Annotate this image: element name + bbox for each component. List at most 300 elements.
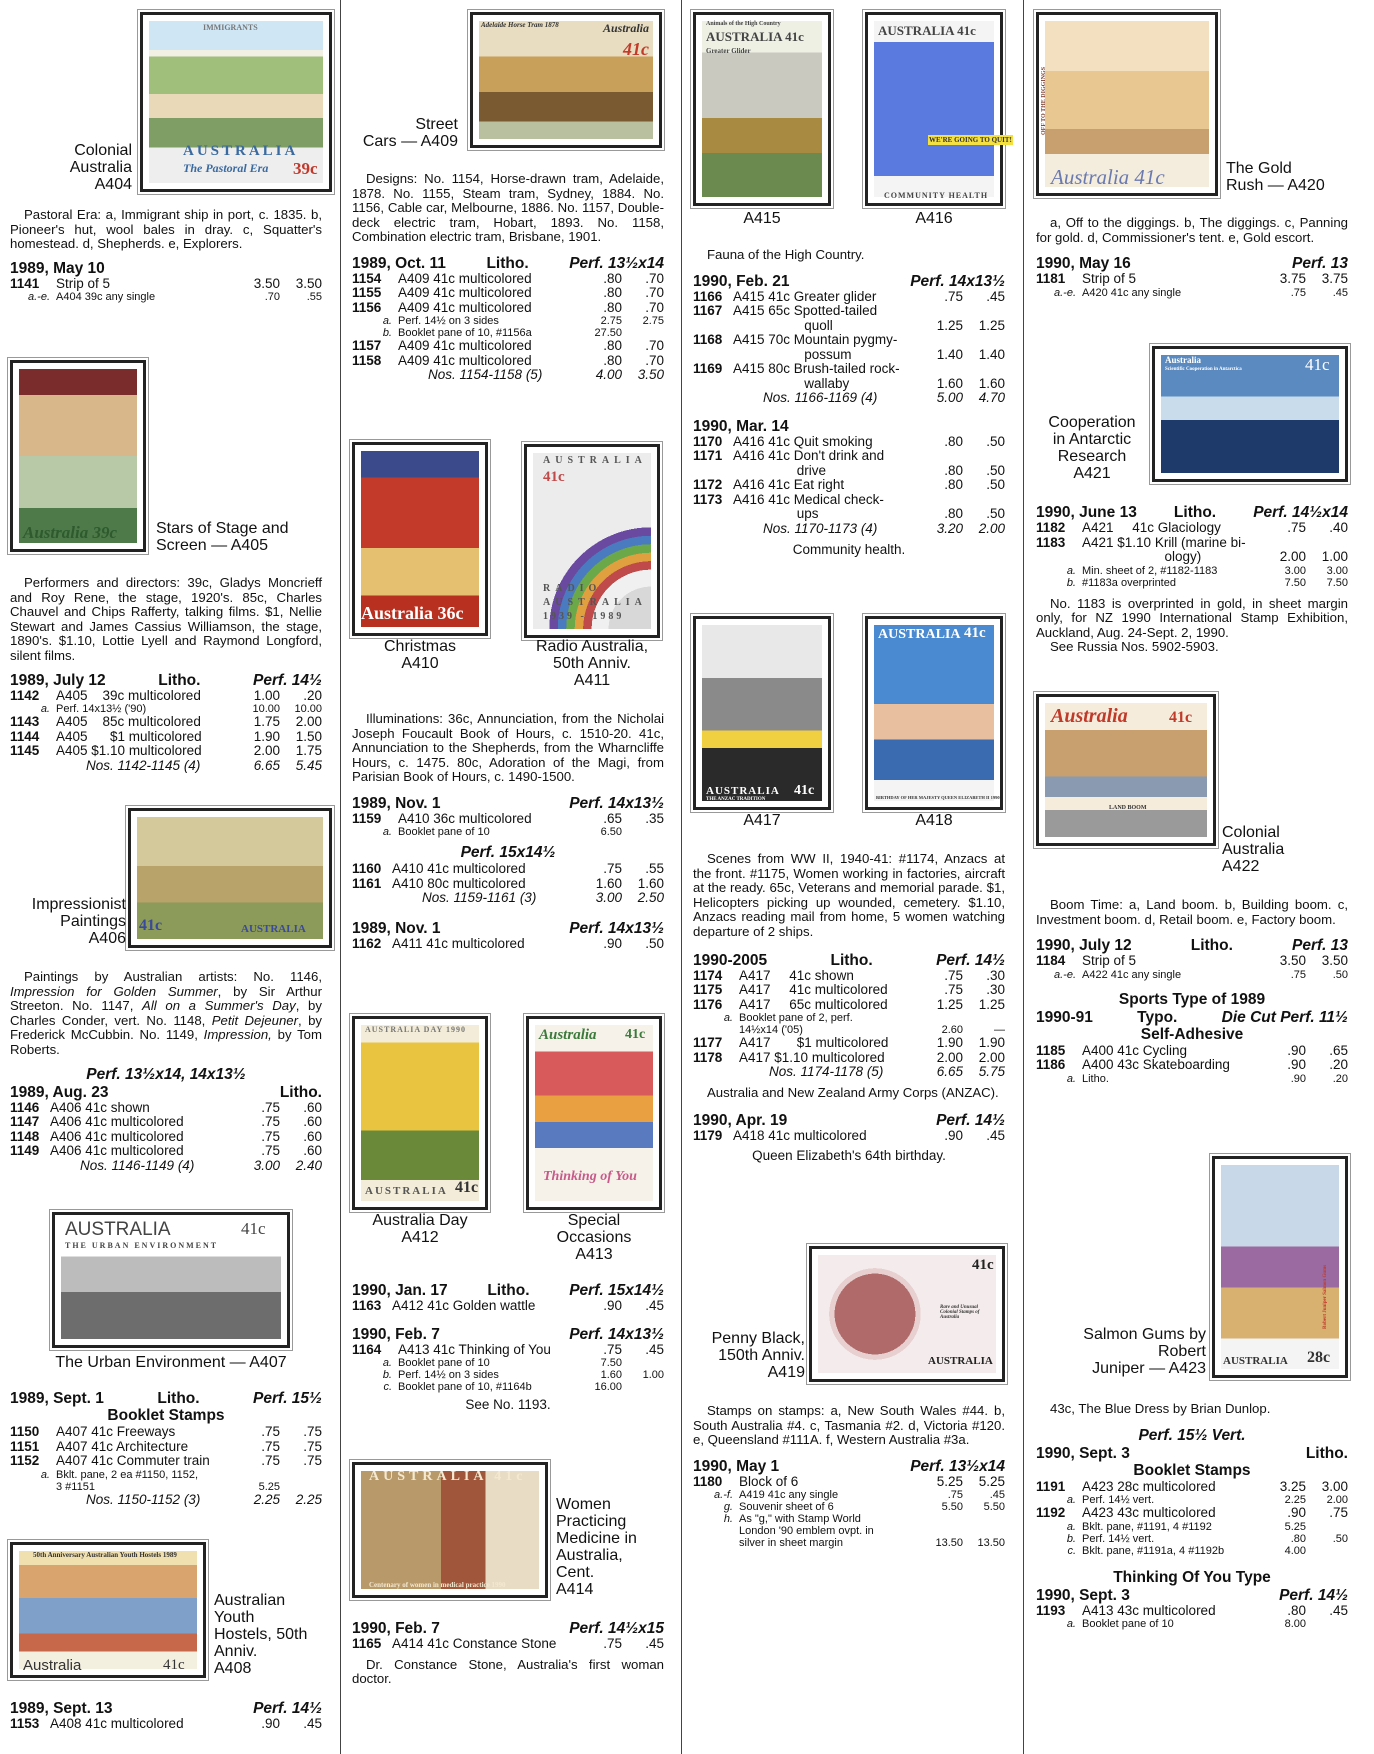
catalog-row [10,1425,322,1440]
catalog-cell-n: 1176 [693,996,723,1012]
catalog-cell-b: 2.50 [637,890,664,906]
catalog-cell-b: 2.00 [978,520,1005,536]
catalog-cell-n: b. [382,1369,392,1381]
catalog-cell-d: Strip of 5 [1082,271,1137,287]
catalog-row [10,1101,322,1116]
catalog-cell-b: 1.25 [978,317,1005,333]
catalog-cell-n [693,348,733,363]
catalog-row [1036,954,1348,969]
catalog-cell-d: A417 41c multicolored [739,982,888,998]
catalog-cell-b: 2.00 [978,1049,1005,1065]
catalog-cell-d: A410 41c multicolored [392,861,526,877]
block-1163: 1990, Jan. 17 Litho. Perf. 15x14½ 1163 A412 41c Golden wattle .90 .45 1990, Feb. 7 Perf. 14x13½ 1164 A413 41c Thinking of You .75 .45 a. Booklet pane of 10 7.50 b. Perf. 14½ on 3 sides 1.60 1.00 c. Booklet pane of 10, #1164b 16.00 See No. 1193. [352,1282,664,1412]
catalog-row [10,1159,322,1174]
catalog-row [1036,1604,1348,1619]
catalog-table [693,969,1005,1080]
catalog-cell-n: b. [382,327,392,340]
catalog-cell-a: 6.65 [253,757,280,773]
catalog-cell-b: 5.45 [295,757,322,773]
catalog-row [693,507,1005,522]
catalog-cell-a: .80 [944,477,963,493]
catalog-cell-b: 5.50 [983,1501,1005,1514]
catalog-cell-b: .75 [303,1453,322,1468]
catalog-cell-n: 1177 [693,1035,723,1051]
catalog-cell-d: A409 41c multicolored [398,299,532,315]
block-1154: Designs: No. 1154, Horse-drawn tram, Adelaide, 1878. No. 1155, Steam tram, Sydney, 1884. No. 1156, Cable car, Melbourne, 1886. No. 1157, Double-deck electric tram, Hobart, 1893. No. 1158, Combination electric tram, Brisbane, 1901. 1989, Oct. 11 Litho. Perf. 13½x14 1154 A409 41c multicolored .80 .70 1155 A409 41c multicolored .80 .70 1156 A409 41c multicolored .80 .70 a. Perf. 14½ on 3 sides 2.75 2.75 b. Booklet pane of 10, #1156a 27.50 1157 A409 41c multicolored .80 .70 1158 A409 41c multicolored .80 .70 Nos. 1154-1158 (5) 4.00 3.50 [352,171,664,383]
catalog-cell-a [923,493,963,508]
catalog-table [352,812,664,839]
catalog-cell-b: 1.00 [1321,549,1348,564]
catalog-cell-n: 1193 [1036,1602,1066,1618]
column-1 [10,0,348,1754]
catalog-cell-b: 3.00 [1321,1478,1348,1494]
catalog-cell-b: .45 [986,1128,1005,1144]
catalog-cell-b [280,1469,322,1481]
catalog-cell-n: a. [1066,564,1076,577]
catalog-cell-a: 1.75 [253,714,280,730]
catalog-cell-d: A422 41c any single [1082,968,1182,981]
catalog-cell-b [622,1357,664,1369]
catalog-cell-b: .45 [645,1298,664,1313]
catalog-cell-n: 1156 [352,299,382,315]
catalog-cell-d: A413 41c Thinking of You [398,1341,551,1357]
catalog-cell-d: Booklet pane of 10, #1156a [398,327,532,340]
catalog-cell-n: 1173 [693,491,723,507]
catalog-cell-b [963,1012,1005,1024]
catalog-cell-n: 1181 [1036,271,1066,287]
catalog-table [352,1343,664,1394]
catalog-table [352,862,664,906]
catalog-row [693,478,1005,493]
catalog-cell-n [10,1481,56,1493]
catalog-cell-d: A407 41c Architecture [56,1438,189,1454]
catalog-cell-d: Nos. 1146-1149 (4) [80,1157,195,1173]
catalog-cell-b: .55 [306,291,322,304]
catalog-cell-n: 1163 [352,1298,382,1313]
catalog-cell-d: Strip of 5 [56,275,111,291]
catalog-cell-b [963,493,1005,508]
caption-a404: Colonial Australia A404 [69,142,132,193]
catalog-row [1036,1058,1348,1073]
catalog-row [10,744,322,759]
catalog-row [352,862,664,877]
catalog-row [352,1299,664,1314]
catalog-row [352,272,664,287]
catalog-row [352,937,664,952]
catalog-row [693,1012,1005,1024]
catalog-table [1036,954,1348,981]
catalog-row [693,348,1005,363]
caption-a423: Salmon Gums by Robert Juniper — A423 [1083,1326,1206,1377]
catalog-cell-d: Nos. 1166-1169 (4) [763,390,878,406]
catalog-cell-a: .75 [944,288,963,304]
catalog-cell-d: ology) [1082,549,1202,564]
catalog-cell-a: .75 [603,861,622,877]
catalog-cell-n [693,1525,739,1537]
catalog-row [352,1343,664,1358]
stamp-a421: Australia Scientific Cooperation in Antarctica 41c [1152,346,1348,482]
catalog-cell-n: 1185 [1036,1042,1066,1058]
catalog-cell-b [1306,1545,1348,1557]
catalog-cell-d: A415 80c Brush-tailed rock- [733,361,900,377]
catalog-cell-a: .80 [1287,1602,1306,1618]
catalog-cell-b: 1.60 [637,875,664,891]
catalog-cell-b: 13.50 [977,1537,1005,1550]
catalog-row [352,301,664,316]
catalog-cell-a: 1.25 [936,996,963,1012]
catalog-cell-a: 5.00 [936,390,963,406]
catalog-cell-d: Perf. 14½ on 3 sides [398,315,499,328]
catalog-cell-b: 1.25 [978,996,1005,1012]
catalog-cell-d: A421 41c Glaciology [1082,520,1221,535]
catalog-cell-n [693,391,733,406]
catalog-cell-n [693,507,733,522]
catalog-cell-b: 10.00 [294,703,322,716]
catalog-cell-n: 1168 [693,332,723,348]
catalog-cell-d: A404 39c any single [56,291,156,304]
caption-a405: Stars of Stage and Screen — A405 [156,520,289,554]
catalog-cell-b [963,333,1005,348]
catalog-cell-b: .35 [645,810,664,826]
stamp-a413: Australia 41c Thinking of You [526,1016,662,1210]
catalog-cell-d: A411 41c multicolored [392,935,525,951]
catalog-row [10,1481,322,1493]
block-1181: a, Off to the diggings. b, The diggings. c, Panning for gold. d, Commissioner's tent. e, Gold escort. 1990, May 16 Perf. 13 1181 Strip of 5 3.75 3.75 a.-e. A420 41c any single .75 .45 [1036,215,1348,299]
catalog-cell-a: 5.25 [936,1473,963,1489]
catalog-cell-a: .75 [944,967,963,983]
catalog-cell-n: a. [1066,1494,1076,1507]
catalog-cell-a: .90 [1287,1042,1306,1058]
catalog-cell-n: a. [723,1012,733,1025]
catalog-cell-a: 16.00 [594,1381,622,1393]
catalog-cell-b [1306,1521,1348,1533]
catalog-cell-d: Booklet pane of 10 [398,1357,490,1369]
catalog-cell-b: .50 [986,433,1005,449]
catalog-cell-a: 3.00 [595,890,622,906]
catalog-cell-n: 1164 [352,1341,382,1357]
catalog-cell-n [10,1493,56,1508]
issue-header: 1989, May 10 [10,259,105,277]
catalog-row [693,391,1005,406]
caption-a409: Street Cars — A409 [362,116,458,150]
catalog-row [1036,521,1348,536]
catalog-cell-a: .90 [261,1716,280,1731]
catalog-table [1036,272,1348,299]
catalog-table [10,689,322,774]
catalog-row [693,333,1005,348]
catalog-cell-b: .70 [645,299,664,315]
catalog-row [352,812,664,827]
catalog-cell-b: .45 [645,1341,664,1357]
catalog-cell-a: .80 [1290,1532,1306,1545]
catalog-cell-a: 2.60 [941,1024,963,1037]
catalog-cell-d: A407 41c Freeways [56,1424,176,1439]
catalog-cell-d: drive [733,462,827,478]
catalog-row [693,435,1005,450]
catalog-row [1036,565,1348,577]
catalog-row [352,877,664,892]
catalog-cell-d: A405 $1.10 multicolored [56,743,202,759]
catalog-cell-b: 1.40 [978,346,1005,362]
catalog-cell-b [963,304,1005,319]
catalog-cell-n: 1175 [693,982,723,998]
catalog-cell-d: 14½x14 ('05) [739,1024,803,1037]
catalog-row [693,969,1005,984]
catalog-cell-n [352,368,398,383]
catalog-cell-a: 2.00 [253,743,280,759]
catalog-cell-a: 5.25 [1284,1520,1306,1533]
catalog-cell-b [622,826,664,838]
catalog-cell-d: A408 41c multicolored [50,1716,184,1731]
catalog-cell-b: 2.25 [295,1491,322,1507]
catalog-cell-n [693,377,733,392]
catalog-cell-d: Perf. 14½ vert. [1082,1494,1155,1507]
catalog-cell-a: 2.00 [1279,549,1306,564]
block-1150: 1989, Sept. 1 Litho. Perf. 15½ Booklet Stamps 1150 A407 41c Freeways .75 .75 1151 A407 41c Architecture .75 .75 1152 A407 41c Commuter train .75 .75 a. Bklt. pane, 2 ea #1150, 1152, 3 #1151 5.25 Nos. 1150-1152 (3) 2.25 2.25 [10,1390,322,1507]
catalog-cell-n: 1159 [352,810,382,826]
catalog-cell-d: A416 41c Quit smoking [733,433,873,449]
catalog-row [10,715,322,730]
catalog-cell-d: A415 70c Mountain pygmy- [733,332,898,348]
stamp-a410: Australia 36c [352,442,488,636]
catalog-cell-b [963,449,1005,464]
catalog-cell-b: .75 [303,1438,322,1454]
catalog-cell-n: 1147 [10,1114,40,1130]
catalog-row [10,689,322,704]
catalog-row [10,1717,322,1732]
catalog-row [352,1369,664,1381]
catalog-cell-n: a.-e. [1053,968,1076,981]
catalog-cell-a: 1.90 [936,1035,963,1051]
catalog-cell-b [622,1381,664,1393]
block-1146: Paintings by Australian artists: No. 1146, Impression for Golden Summer, by Sir Arthur Streeton. No. 1147, All on a Summer's Day, by Charles Conder, vert. No. 1148, Petit Dejeuner, by Frederick McCubbin. No. 1149, Impression, by Tom Roberts. Perf. 13½x14, 14x13½ 1989, Aug. 23 Litho. 1146 A406 41c shown .75 .60 1147 A406 41c multicolored .75 .60 1148 A406 41c multicolored .75 .60 1149 A406 41c multicolored .75 .60 Nos. 1146-1149 (4) 3.00 2.40 [10,969,323,1173]
catalog-cell-b [963,1513,1005,1525]
catalog-table [1036,1044,1348,1085]
catalog-cell-b: .45 [1329,1602,1348,1618]
catalog-cell-n: 1152 [10,1453,40,1468]
catalog-cell-b: .45 [989,1489,1005,1502]
catalog-cell-d: silver in sheet margin [739,1537,843,1550]
catalog-cell-n: 1170 [693,433,723,449]
catalog-cell-a: 8.00 [1284,1618,1306,1631]
catalog-cell-d: A421 $1.10 Krill (marine bi- [1082,534,1246,550]
catalog-row [693,449,1005,464]
catalog-row [10,1469,322,1481]
catalog-cell-a: 2.00 [936,1049,963,1065]
catalog-cell-b: 3.00 [1326,564,1348,577]
catalog-cell-n: c. [1067,1544,1076,1557]
catalog-cell-a: .75 [947,1489,963,1502]
catalog-cell-b: .60 [303,1128,322,1144]
catalog-cell-n: 1191 [1036,1478,1066,1494]
catalog-row [10,277,322,292]
catalog-cell-d: Nos. 1150-1152 (3) [86,1491,201,1507]
catalog-cell-a: .75 [261,1438,280,1454]
caption-a413: Special Occasions A413 [556,1212,632,1263]
catalog-cell-b [1306,536,1348,551]
catalog-row [10,1115,322,1130]
catalog-row [693,290,1005,305]
catalog-cell-b [1306,1618,1348,1630]
catalog-cell-b: .30 [986,967,1005,983]
catalog-cell-d: A400 41c Cycling [1082,1042,1188,1058]
catalog-cell-a: .80 [944,462,963,478]
catalog-table [352,937,664,952]
catalog-cell-n: 1142 [10,687,40,703]
catalog-row [352,1357,664,1369]
catalog-cell-d: A413 43c multicolored [1082,1602,1216,1618]
catalog-cell-a: .90 [1287,1057,1306,1073]
caption-a407: The Urban Environment — A407 [55,1354,287,1371]
catalog-cell-b: 2.00 [295,714,322,730]
catalog-row [693,522,1005,537]
catalog-cell-b: 2.00 [1326,1494,1348,1507]
caption-a411: Radio Australia, 50th Anniv. A411 [535,638,649,689]
catalog-cell-n [693,319,733,334]
catalog-table [1036,1604,1348,1631]
catalog-cell-d: A423 43c multicolored [1082,1505,1216,1521]
catalog-cell-d: Booklet pane of 10, #1164b [398,1381,532,1393]
catalog-cell-a: 2.25 [1284,1494,1306,1507]
catalog-row [10,730,322,745]
catalog-cell-a: .75 [603,1636,622,1651]
catalog-cell-a: .75 [1290,968,1306,981]
catalog-row [1036,1521,1348,1533]
catalog-cell-a [923,1513,963,1525]
caption-a419: Penny Black, 150th Anniv. A419 [711,1330,805,1381]
catalog-cell-a [923,333,963,348]
catalog-row [693,1537,1005,1549]
catalog-table [693,1475,1005,1550]
catalog-cell-b: .45 [986,288,1005,304]
catalog-row [1036,287,1348,299]
catalog-cell-a: .75 [261,1143,280,1159]
catalog-cell-d: A423 28c multicolored [1082,1478,1216,1494]
catalog-cell-n: 1151 [10,1438,40,1454]
catalog-cell-a: .75 [261,1424,280,1439]
catalog-cell-n: 1145 [10,743,40,759]
catalog-cell-n: 1153 [10,1716,40,1731]
stamp-a406: 41c AUSTRALIA [128,808,332,948]
catalog-row [693,998,1005,1013]
catalog-cell-b: 3.50 [637,367,664,383]
catalog-cell-d: A415 65c Spotted-tailed [733,303,878,319]
catalog-row [1036,1044,1348,1059]
catalog-cell-n [693,464,733,479]
catalog-row [352,315,664,327]
stamp-a419: 41c Rare and Unusual Colonial Stamps of Australia AUSTRALIA [809,1246,1005,1382]
block-1142: Performers and directors: 39c, Gladys Moncrieff and Roy Rene, the stage, 1920's. 85c, Charles Chauvel and Chips Rafferty, talking films. $1, Nellie Stewart and James Cassius Williamson, the stage, 1890's. $1.10, Lottie Lyell and Raymond Longford, silent films. 1989, July 12 Litho. Perf. 14½ 1142 A405 39c multicolored 1.00 .20 a. Perf. 14x13½ ('90) 10.00 10.00 1143 A405 85c multicolored 1.75 2.00 1144 A405 $1 multicolored 1.90 1.50 1145 A405 $1.10 multicolored 2.00 1.75 Nos. 1142-1145 (4) 6.65 5.45 [10,575,322,773]
catalog-cell-d: A409 41c multicolored [398,270,532,286]
caption-a417: A417 [743,812,781,829]
catalog-cell-d: Litho. [1082,1072,1109,1085]
catalog-table [693,435,1005,537]
catalog-cell-b: 2.40 [295,1157,322,1173]
catalog-table [693,290,1005,406]
catalog-cell-a: .75 [1287,520,1306,535]
catalog-cell-a: 6.65 [936,1064,963,1080]
catalog-cell-a: 10.00 [252,703,280,716]
catalog-cell-d: A406 41c shown [50,1099,150,1115]
catalog-cell-n: 1149 [10,1143,40,1159]
stamp-a407: AUSTRALIA THE URBAN ENVIRONMENT 41c [52,1212,290,1348]
catalog-row [1036,577,1348,589]
caption-a422: Colonial Australia A422 [1222,824,1285,875]
catalog-table [693,1129,1005,1144]
catalog-cell-b: .45 [1332,286,1348,299]
catalog-cell-a: 1.00 [253,687,280,703]
catalog-cell-n: 1165 [352,1636,382,1651]
catalog-cell-d: Perf. 14x13½ ('90) [56,703,147,716]
catalog-cell-b: 1.60 [978,375,1005,391]
catalog-row [693,1501,1005,1513]
block-1182: 1990, June 13 Litho. Perf. 14½x14 1182 A421 41c Glaciology .75 .40 1183 A421 $1.10 Krill (marine bi- ology) 2.00 1.00 a. Min. sheet of 2, #1182-1183 3.00 3.00 b. #1183a overprinted 7.50 7.50 No. 1183 is overprinted in gold, in sheet margin only, for NZ 1990 International Stamp Exhibition, Auckland, Aug. 24-Sept. 2, 1990. See Russia Nos. 5902-5903. [1036,504,1348,655]
catalog-cell-n: 1154 [352,270,382,286]
catalog-cell-a: 13.50 [935,1537,963,1550]
catalog-cell-b: .20 [1332,1072,1348,1085]
catalog-cell-d: Strip of 5 [1082,953,1137,969]
catalog-cell-b: .45 [645,1636,664,1651]
catalog-cell-d: Booklet pane of 10 [398,826,490,839]
catalog-cell-b: .75 [1329,1505,1348,1521]
block-1165: 1990, Feb. 7 Perf. 14½x15 1165 A414 41c Constance Stone .75 .45 Dr. Constance Stone, Australia's first woman doctor. [352,1620,664,1687]
stamp-a405: Australia 39c [10,360,146,552]
catalog-cell-d: A417 41c shown [739,967,854,983]
caption-a420: The Gold Rush — A420 [1226,160,1325,194]
catalog-cell-n: a. [1066,1520,1076,1533]
catalog-cell-n: a. [1066,1618,1076,1631]
catalog-cell-n: 1158 [352,352,382,368]
catalog-row [1036,536,1348,551]
catalog-row [10,291,322,303]
catalog-cell-d: A420 41c any single [1082,286,1182,299]
catalog-row [693,983,1005,998]
catalog-cell-d: A414 41c Constance Stone [392,1636,557,1651]
catalog-cell-b: .60 [303,1114,322,1130]
catalog-cell-d: A416 41c Eat right [733,477,845,493]
catalog-cell-a: 3.00 [253,1157,280,1173]
catalog-cell-n: 1180 [693,1473,723,1489]
catalog-row [1036,1506,1348,1521]
catalog-cell-d: Min. sheet of 2, #1182-1183 [1082,564,1218,577]
catalog-row [693,1475,1005,1490]
catalog-table [10,1717,322,1732]
catalog-row [693,377,1005,392]
catalog-row [352,339,664,354]
catalog-cell-b: 5.75 [978,1064,1005,1080]
catalog-cell-b: 1.50 [295,728,322,744]
catalog-row [352,368,664,383]
catalog-cell-a: .90 [603,935,622,951]
catalog-cell-n: a. [40,1468,50,1481]
catalog-cell-d: A406 41c multicolored [50,1128,184,1144]
catalog-cell-b: 2.75 [642,315,664,328]
catalog-cell-n: b. [1066,1532,1076,1545]
catalog-cell-a: 3.00 [1284,564,1306,577]
catalog-cell-a: 7.50 [1284,576,1306,589]
catalog-row [693,1129,1005,1144]
catalog-cell-a: .80 [944,506,963,522]
catalog-cell-d: A409 41c multicolored [398,338,532,354]
catalog-cell-d: Nos. 1159-1161 (3) [422,890,537,906]
catalog-cell-d: A409 41c multicolored [398,352,532,368]
catalog-cell-d: A415 41c Greater glider [733,288,877,304]
catalog-cell-a: .80 [603,338,622,354]
catalog-cell-n: a. [382,315,392,328]
catalog-cell-b: .75 [303,1424,322,1439]
catalog-cell-b: .70 [645,352,664,368]
catalog-cell-b: 1.90 [978,1035,1005,1051]
